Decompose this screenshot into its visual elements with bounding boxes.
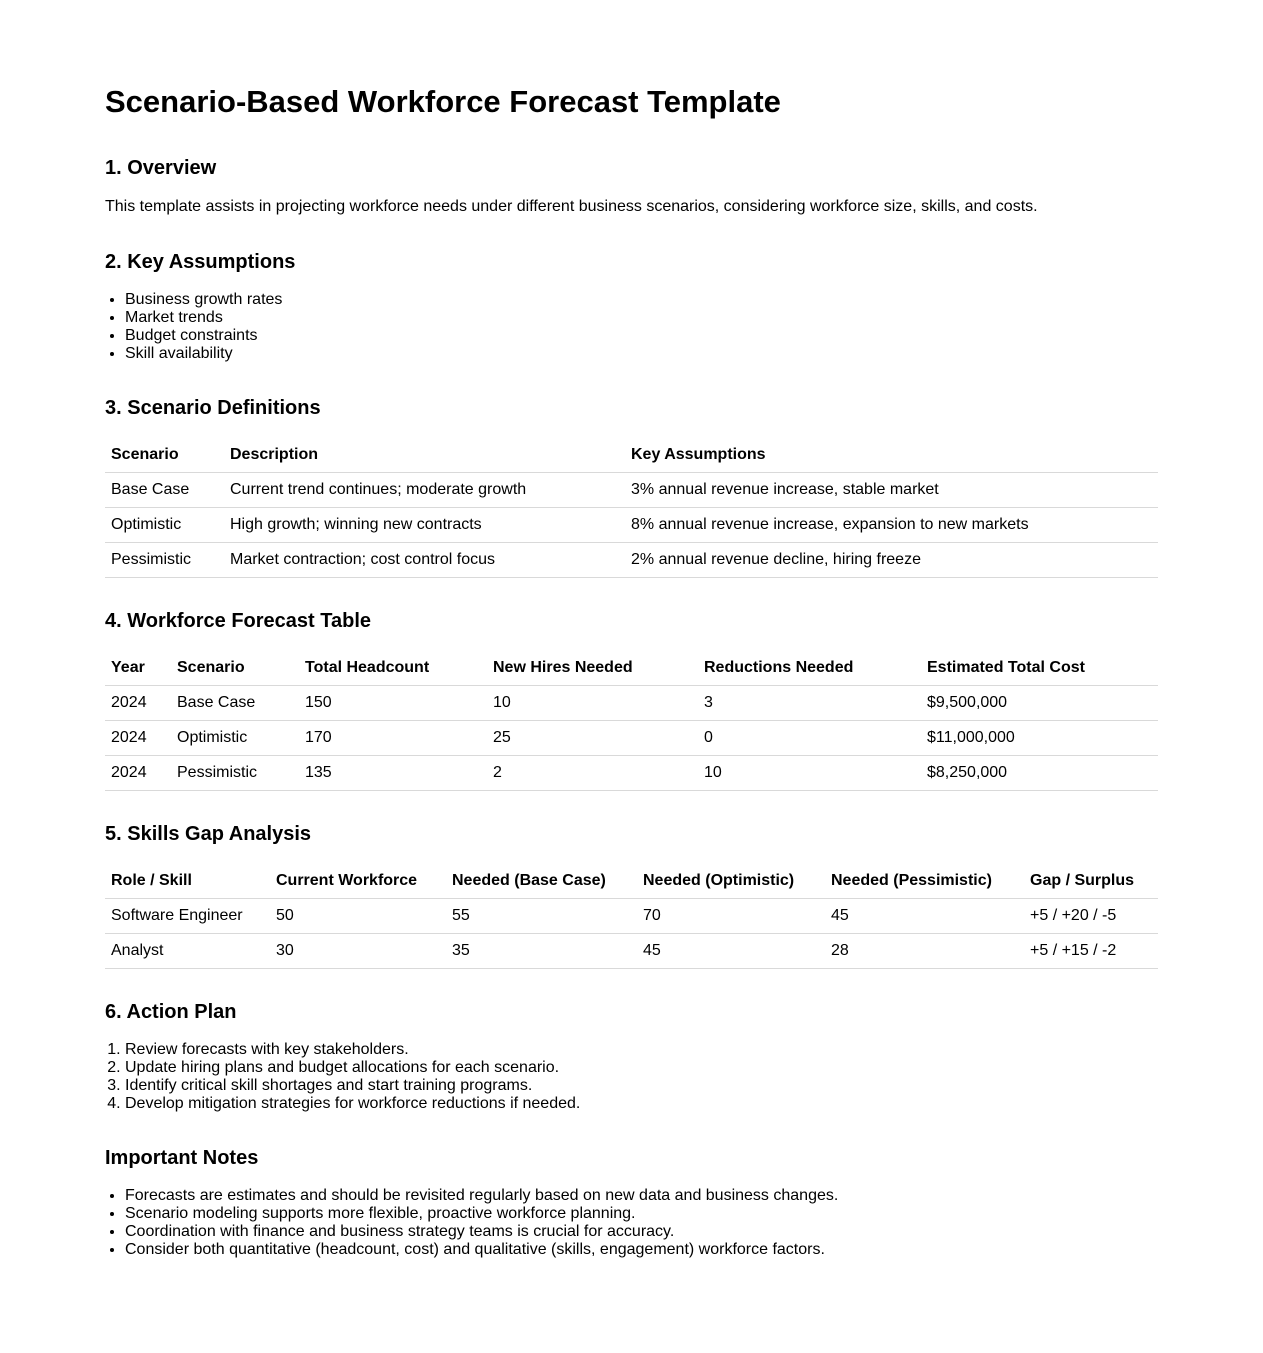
table-cell: $9,500,000 <box>921 686 1158 721</box>
table-cell: Analyst <box>105 934 270 969</box>
action-plan-list <box>105 1041 1158 1113</box>
list-item: • Forecasts are estimates and should be revisited regularly based on new data and business changes. <box>125 1187 1158 1205</box>
list-item: 4. Develop mitigation strategies for workforce reductions if needed. <box>125 1095 1158 1113</box>
table-cell: $11,000,000 <box>921 721 1158 756</box>
column-header: Reductions Needed <box>698 650 921 686</box>
table-cell: 2 <box>487 756 698 791</box>
table-cell: 2024 <box>105 686 171 721</box>
column-header: Key Assumptions <box>625 437 1158 473</box>
table-header-row <box>105 437 1158 473</box>
column-header: Estimated Total Cost <box>921 650 1158 686</box>
column-header: Year <box>105 650 171 686</box>
table-cell: 2024 <box>105 721 171 756</box>
table-cell: 2% annual revenue decline, hiring freeze <box>625 543 1158 578</box>
table-cell: High growth; winning new contracts <box>224 508 625 543</box>
list-item: • Consider both quantitative (headcount, cost) and qualitative (skills, engagement) workforce factors. <box>125 1241 1158 1259</box>
skills-gap-table <box>105 863 1158 969</box>
list-item: • Business growth rates <box>125 291 1158 309</box>
table-cell: 10 <box>698 756 921 791</box>
list-item: • Market trends <box>125 309 1158 327</box>
table-cell: 150 <box>299 686 487 721</box>
action-plan-heading: 6. Action Plan <box>105 1001 237 1023</box>
list-item: • Budget constraints <box>125 327 1158 345</box>
list-item: • Coordination with finance and business strategy teams is crucial for accuracy. <box>125 1223 1158 1241</box>
list-item: 3. Identify critical skill shortages and start training programs. <box>125 1077 1158 1095</box>
page-title: Scenario-Based Workforce Forecast Template <box>105 84 781 119</box>
assumptions-list <box>105 291 1158 363</box>
table-cell: 8% annual revenue increase, expansion to new markets <box>625 508 1158 543</box>
table-cell: Current trend continues; moderate growth <box>224 473 625 508</box>
table-cell: +5 / +20 / -5 <box>1024 899 1158 934</box>
table-cell: 25 <box>487 721 698 756</box>
table-cell: 35 <box>446 934 637 969</box>
table-row <box>105 899 1158 934</box>
table-cell: Pessimistic <box>105 543 224 578</box>
scenario-definitions-heading: 3. Scenario Definitions <box>105 397 321 419</box>
table-row <box>105 934 1158 969</box>
scenario-definitions-table <box>105 437 1158 578</box>
column-header: Description <box>224 437 625 473</box>
table-cell: 28 <box>825 934 1024 969</box>
table-cell: 45 <box>825 899 1024 934</box>
table-row <box>105 686 1158 721</box>
table-cell: 2024 <box>105 756 171 791</box>
important-notes-heading: Important Notes <box>105 1147 259 1169</box>
column-header: Needed (Pessimistic) <box>825 863 1024 899</box>
list-item: 1. Review forecasts with key stakeholders. <box>125 1041 1158 1059</box>
table-cell: 170 <box>299 721 487 756</box>
table-row <box>105 508 1158 543</box>
table-cell: 70 <box>637 899 825 934</box>
table-header-row <box>105 863 1158 899</box>
table-cell: 3 <box>698 686 921 721</box>
table-row <box>105 756 1158 791</box>
table-cell: 135 <box>299 756 487 791</box>
column-header: Gap / Surplus <box>1024 863 1158 899</box>
table-row <box>105 543 1158 578</box>
table-cell: 55 <box>446 899 637 934</box>
table-cell: Software Engineer <box>105 899 270 934</box>
table-cell: Optimistic <box>171 721 299 756</box>
column-header: Scenario <box>171 650 299 686</box>
table-cell: 0 <box>698 721 921 756</box>
table-row <box>105 721 1158 756</box>
table-cell: $8,250,000 <box>921 756 1158 791</box>
list-item: • Skill availability <box>125 345 1158 363</box>
skills-gap-heading: 5. Skills Gap Analysis <box>105 823 312 845</box>
table-row <box>105 473 1158 508</box>
column-header: Needed (Optimistic) <box>637 863 825 899</box>
column-header: Needed (Base Case) <box>446 863 637 899</box>
column-header: Role / Skill <box>105 863 270 899</box>
table-cell: Market contraction; cost control focus <box>224 543 625 578</box>
overview-heading: 1. Overview <box>105 157 217 179</box>
table-cell: Pessimistic <box>171 756 299 791</box>
workforce-forecast-table <box>105 650 1158 791</box>
column-header: Current Workforce <box>270 863 446 899</box>
table-cell: Base Case <box>171 686 299 721</box>
list-item: 2. Update hiring plans and budget allocations for each scenario. <box>125 1059 1158 1077</box>
table-cell: 45 <box>637 934 825 969</box>
column-header: Total Headcount <box>299 650 487 686</box>
column-header: New Hires Needed <box>487 650 698 686</box>
table-cell: 50 <box>270 899 446 934</box>
table-cell: Base Case <box>105 473 224 508</box>
assumptions-heading: 2. Key Assumptions <box>105 251 296 273</box>
table-cell: 30 <box>270 934 446 969</box>
important-notes-list <box>105 1187 1158 1259</box>
column-header: Scenario <box>105 437 224 473</box>
table-header-row <box>105 650 1158 686</box>
table-cell: +5 / +15 / -2 <box>1024 934 1158 969</box>
table-cell: Optimistic <box>105 508 224 543</box>
forecast-heading: 4. Workforce Forecast Table <box>105 610 372 632</box>
list-item: • Scenario modeling supports more flexible, proactive workforce planning. <box>125 1205 1158 1223</box>
table-cell: 10 <box>487 686 698 721</box>
table-cell: 3% annual revenue increase, stable market <box>625 473 1158 508</box>
overview-text: This template assists in projecting workforce needs under different business scenarios, considering workforce size, skills, and costs. <box>105 198 1038 215</box>
